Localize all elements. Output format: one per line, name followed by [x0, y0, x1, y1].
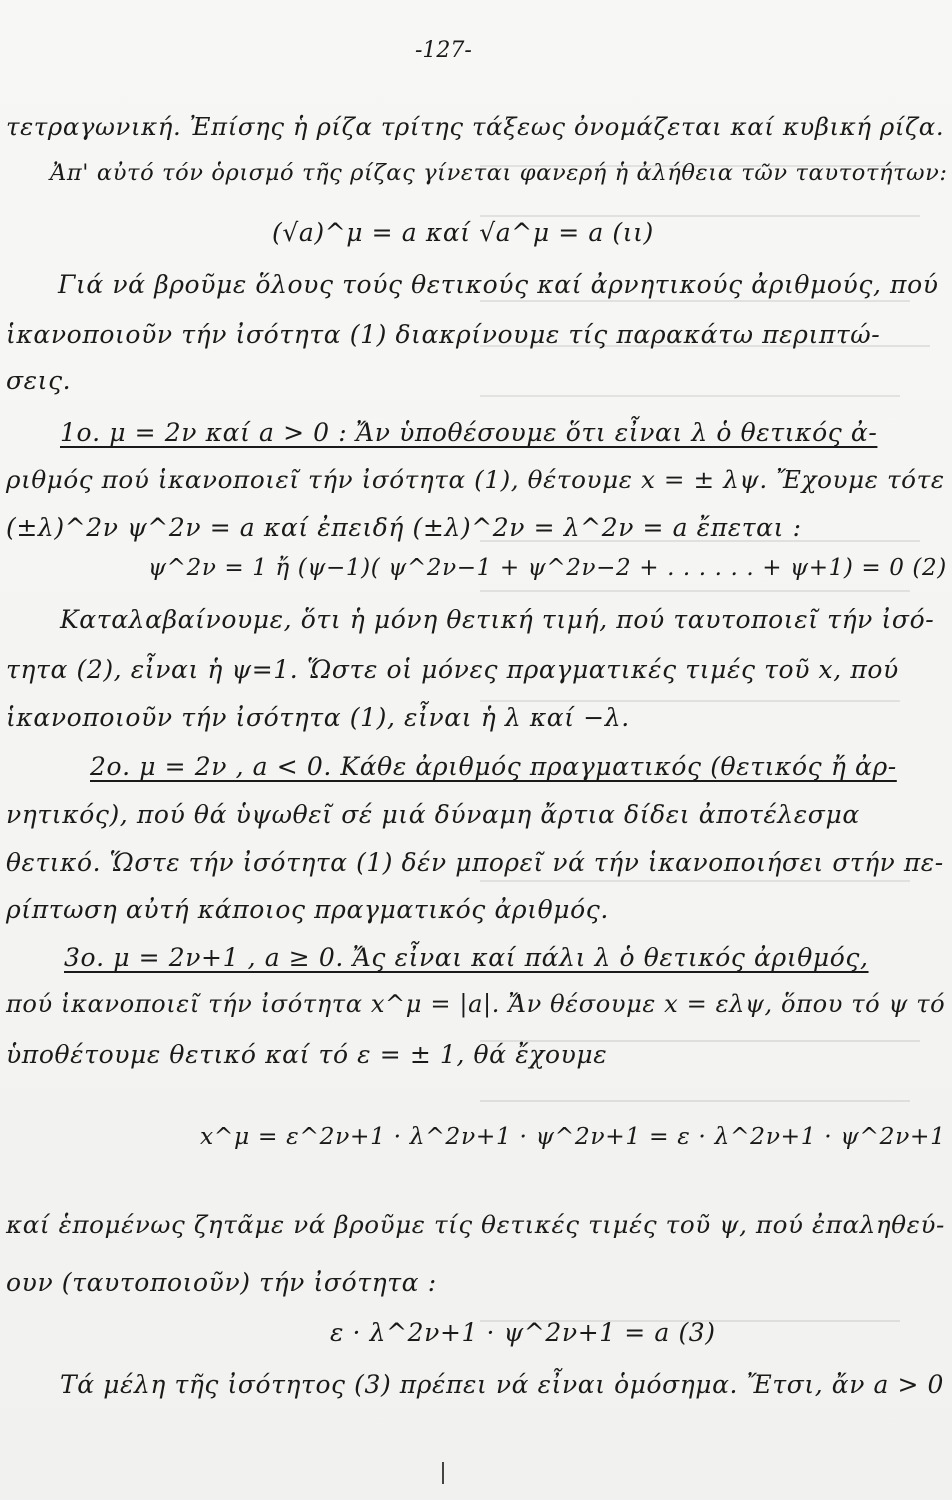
pencil-mark: [442, 1462, 444, 1484]
equation-line: (±λ)^2ν ψ^2ν = a καί ἐπειδή (±λ)^2ν = λ^2ν = a ἔπεται :: [6, 513, 802, 542]
text-line: θετικό. Ὥστε τήν ἰσότητα (1) δέν μπορεῖ νά τήν ἱκανοποιήσει στήν πε-: [6, 848, 944, 877]
text-line: σεις.: [6, 366, 72, 395]
text-line: Καταλαβαίνουμε, ὅτι ἡ μόνη θετική τιμή, πού ταυτοποιεῖ τήν ἰσό-: [60, 605, 935, 634]
text-line: Γιά νά βροῦμε ὅλους τούς θετικούς καί ἀρνητικούς ἀριθμούς, πού: [58, 270, 939, 299]
text-line: τετραγωνική. Ἐπίσης ἡ ρίζα τρίτης τάξεως ὀνομάζεται καί κυβική ρίζα.: [6, 112, 945, 141]
case-heading: 1ο. μ = 2ν καί a > 0 : Ἄν ὑποθέσουμε ὅτι εἶναι λ ὁ θετικός ἀ-: [60, 418, 878, 447]
text-line: ουν (ταυτοποιοῦν) τήν ἰσότητα :: [6, 1268, 437, 1297]
equation-line: ε · λ^2ν+1 · ψ^2ν+1 = a (3): [330, 1318, 716, 1347]
text-line: νητικός), πού θά ὑψωθεῖ σέ μιά δύναμη ἄρτια δίδει ἀποτέλεσμα: [6, 800, 860, 829]
case-heading: 2ο. μ = 2ν , a < 0. Κάθε ἀριθμός πραγματικός (θετικός ἤ ἀρ-: [90, 752, 897, 781]
text-line: Ἀπ' αὐτό τόν ὁρισμό τῆς ρίζας γίνεται φανερή ἡ ἀλήθεια τῶν ταυτοτήτων:: [50, 160, 948, 186]
text-line: ἱκανοποιοῦν τήν ἰσότητα (1) διακρίνουμε τίς παρακάτω περιπτώ-: [6, 320, 881, 349]
text-line: ριθμός πού ἱκανοποιεῖ τήν ἰσότητα (1), θέτουμε x = ± λψ. Ἔχουμε τότε: [6, 465, 945, 494]
case-heading: 3ο. μ = 2ν+1 , a ≥ 0. Ἄς εἶναι καί πάλι λ ὁ θετικός ἀριθμός,: [64, 943, 869, 972]
equation-line: x^μ = ε^2ν+1 · λ^2ν+1 · ψ^2ν+1 = ε · λ^2ν+1 · ψ^2ν+1: [200, 1122, 946, 1150]
page-number: -127-: [415, 38, 472, 63]
equation-line: ψ^2ν = 1 ἤ (ψ−1)( ψ^2ν−1 + ψ^2ν−2 + . . . . . . + ψ+1) = 0 (2): [148, 555, 947, 581]
text-line: τητα (2), εἶναι ἡ ψ=1. Ὥστε οἱ μόνες πραγματικές τιμές τοῦ x, πού: [6, 655, 899, 684]
text-line: ὑποθέτουμε θετικό καί τό ε = ± 1, θά ἔχουμε: [6, 1040, 608, 1069]
text-line: Τά μέλη τῆς ἰσότητος (3) πρέπει νά εἶναι ὁμόσημα. Ἔτσι, ἄν a > 0: [60, 1370, 944, 1399]
text-line: καί ἑπομένως ζητᾶμε νά βροῦμε τίς θετικές τιμές τοῦ ψ, πού ἐπαληθεύ-: [6, 1210, 945, 1239]
text-line: ρίπτωση αὐτή κάποιος πραγματικός ἀριθμός.: [6, 895, 609, 924]
equation-line: (√a)^μ = a καί √a^μ = a (ιι): [272, 218, 654, 247]
text-line: ἱκανοποιοῦν τήν ἰσότητα (1), εἶναι ἡ λ καί −λ.: [6, 703, 630, 732]
text-line: πού ἱκανοποιεῖ τήν ἰσότητα x^μ = |a|. Ἄν θέσουμε x = ελψ, ὅπου τό ψ τό: [6, 990, 946, 1018]
